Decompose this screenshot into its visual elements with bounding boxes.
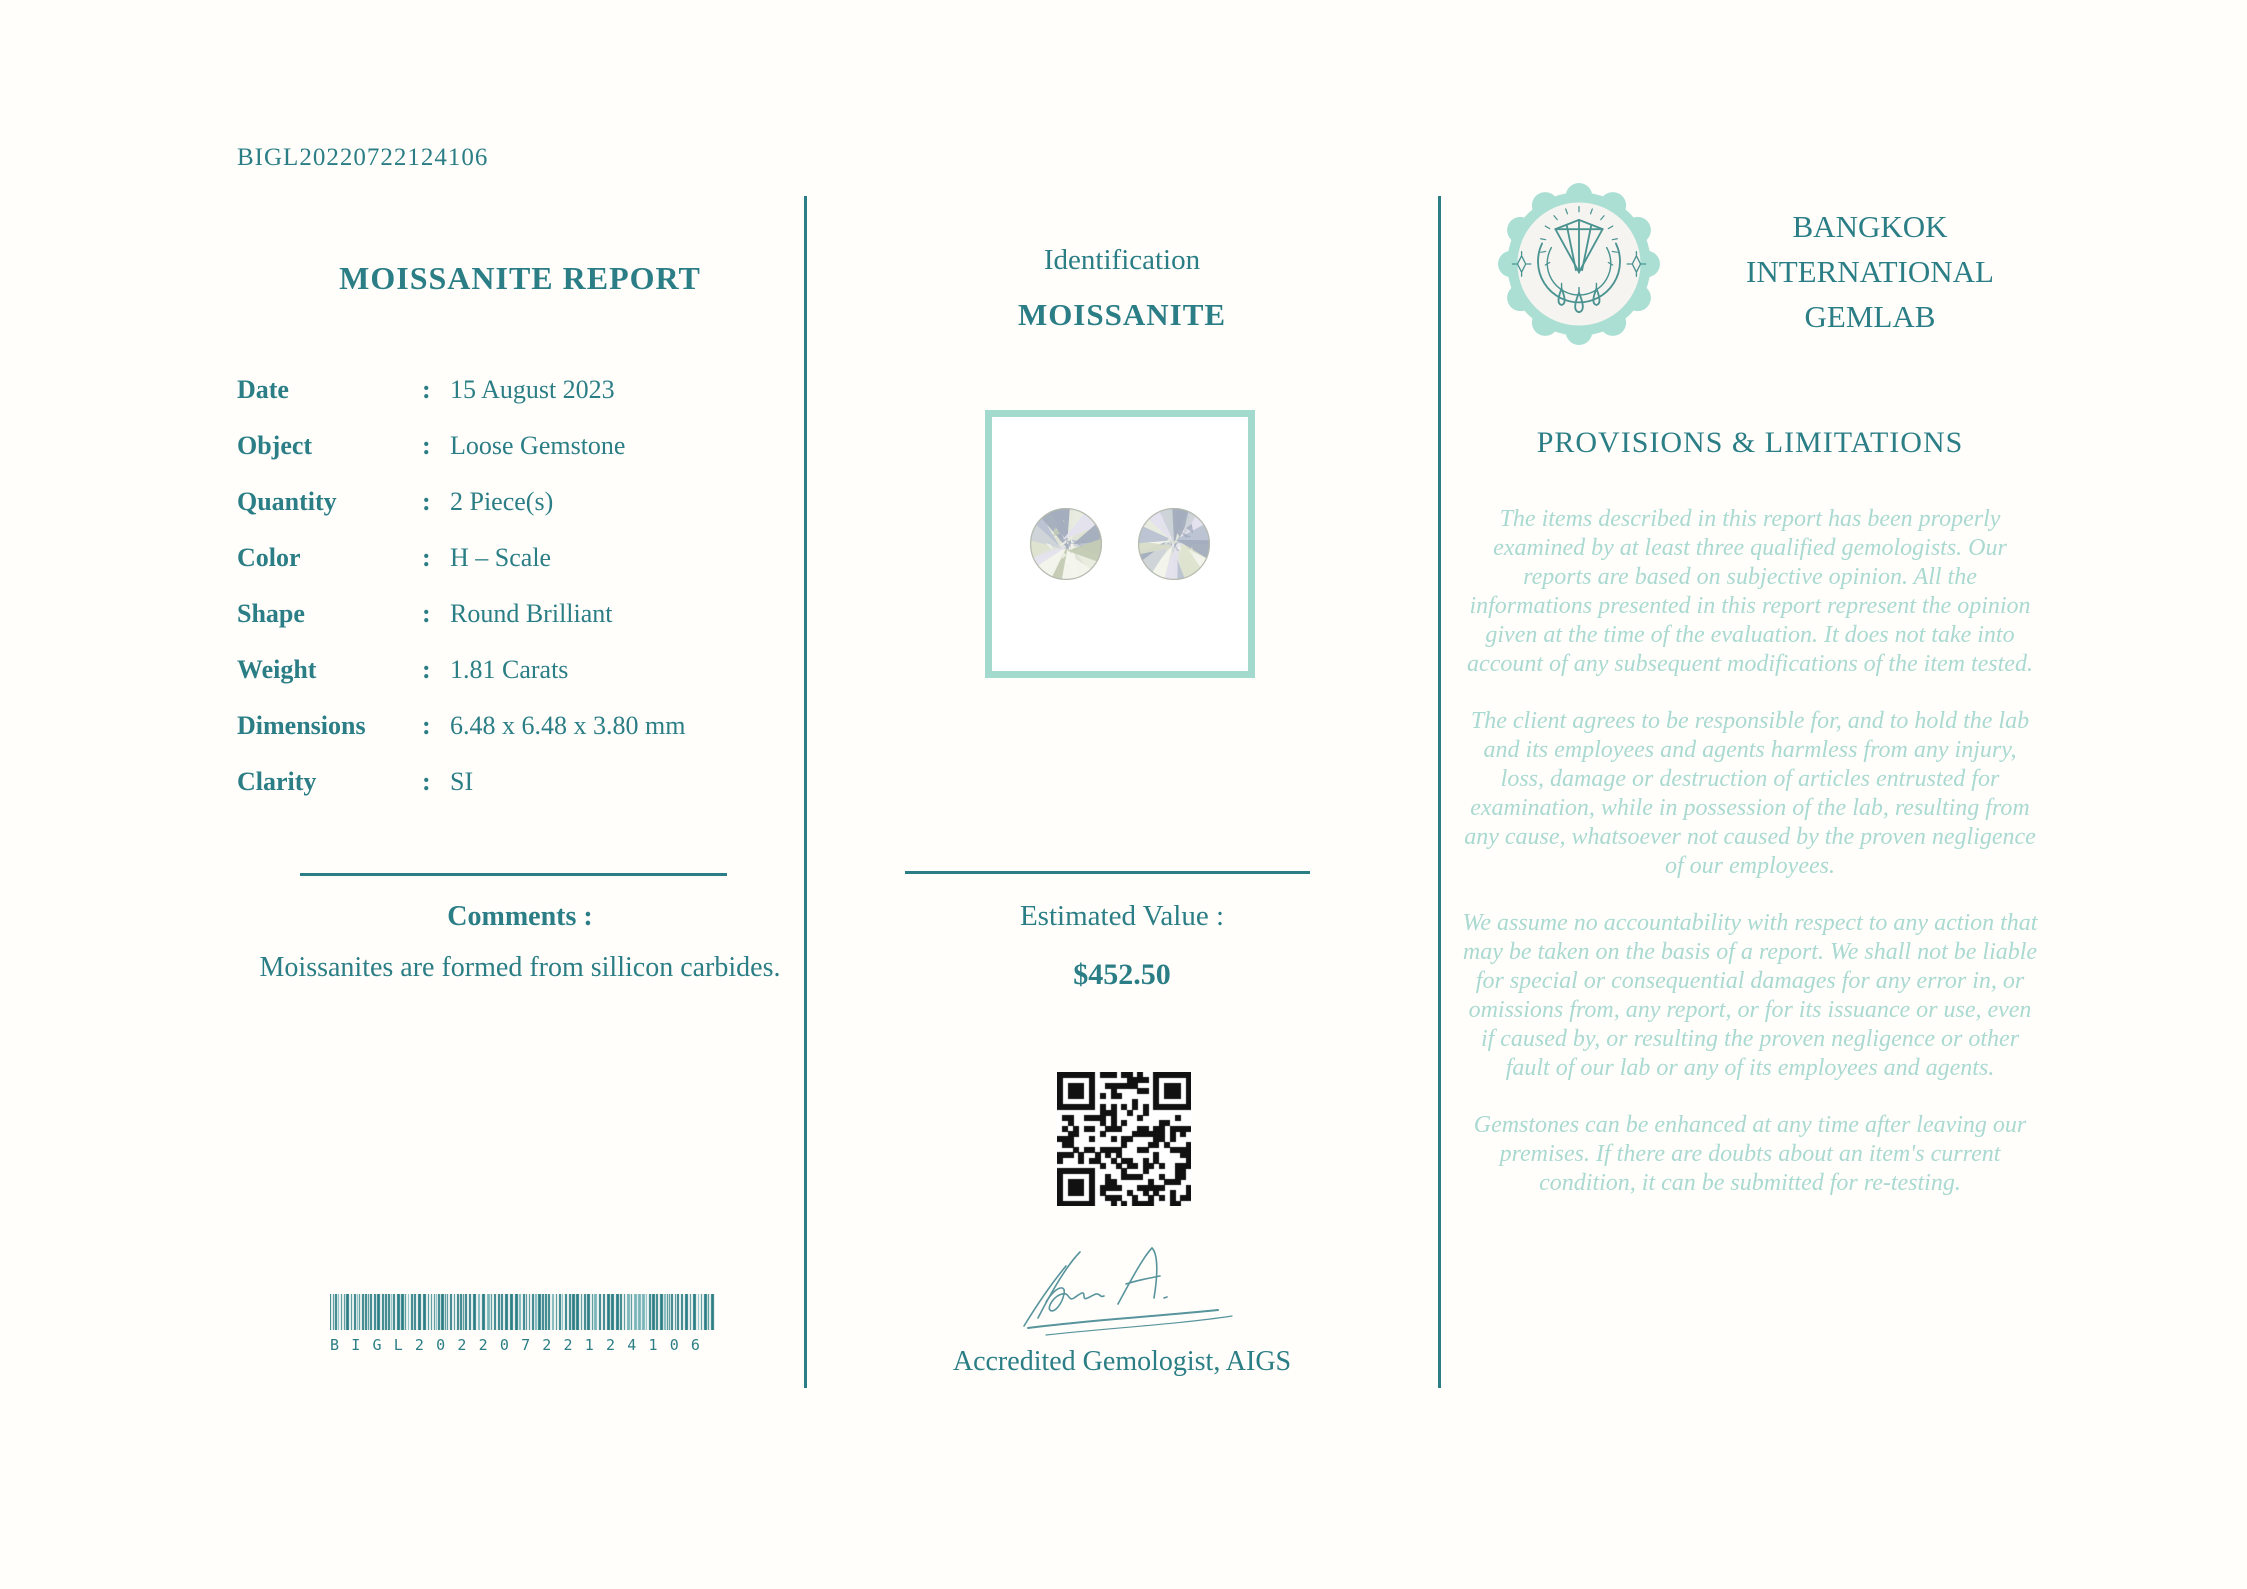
field-label: Color	[237, 543, 301, 572]
value-divider-line	[905, 871, 1310, 874]
field-row-date	[237, 362, 800, 418]
signature-icon	[1000, 1240, 1290, 1342]
field-row-shape	[237, 586, 800, 642]
lab-name-line-2: INTERNATIONAL	[1746, 254, 1994, 289]
field-label: Weight	[237, 655, 317, 684]
gemstone-photo-left	[1028, 506, 1104, 582]
field-value: Round Brilliant	[450, 599, 613, 628]
estimated-value-amount: $452.50	[1073, 958, 1171, 991]
report-title: MOISSANITE REPORT	[339, 260, 701, 296]
field-colon: :	[422, 711, 431, 740]
field-label: Dimensions	[237, 711, 366, 740]
barcode-text: BIGL20220722124106	[330, 1336, 713, 1354]
barcode-bars-icon	[330, 1294, 718, 1330]
lab-name-line-1: BANGKOK	[1792, 209, 1948, 244]
field-colon: :	[422, 487, 431, 516]
panel-divider-left	[804, 196, 807, 1388]
provisions-paragraph-4: Gemstones can be enhanced at any time after leaving our premises. If there are doubts about an item's current condition, it can be submitted for re-testing.	[1473, 1112, 2027, 1196]
field-label: Shape	[237, 599, 305, 628]
field-value: 1.81 Carats	[450, 655, 569, 684]
field-value: SI	[450, 767, 474, 796]
field-row-clarity	[237, 754, 800, 810]
identification-value: MOISSANITE	[1017, 297, 1227, 332]
field-row-weight	[237, 642, 800, 698]
identification-label: Identification	[1043, 244, 1201, 276]
field-colon: :	[422, 375, 431, 404]
comments-text: Moissanites are formed from sillicon carbides.	[259, 952, 781, 983]
field-label: Clarity	[237, 767, 317, 796]
field-colon: :	[422, 767, 431, 796]
field-colon: :	[422, 431, 431, 460]
report-fields	[237, 362, 800, 810]
signer-title: Accredited Gemologist, AIGS	[952, 1346, 1292, 1377]
field-value: 6.48 x 6.48 x 3.80 mm	[450, 711, 686, 740]
qr-code-icon	[1057, 1072, 1191, 1206]
report-number: BIGL20220722124106	[237, 144, 489, 171]
field-colon: :	[422, 599, 431, 628]
field-row-color	[237, 530, 800, 586]
field-row-quantity	[237, 474, 800, 530]
provisions-paragraphs	[1460, 505, 2040, 1226]
field-label: Date	[237, 375, 289, 404]
provisions-paragraph-3: We assume no accountability with respect to any action that may be taken on the basis of a report. We shall not be liable for special or consequential damages for any error in, or omissions from, any report, or for its issuance or use, even if caused by, or resulting the proven negligence or other fault of our lab or any of its employees and agents.	[1462, 910, 2038, 1081]
barcode	[330, 1294, 718, 1354]
field-row-dimensions	[237, 698, 800, 754]
field-row-object	[237, 418, 800, 474]
gem-photo-frame	[985, 410, 1255, 678]
comments-divider-line	[300, 873, 727, 876]
field-value: Loose Gemstone	[450, 431, 626, 460]
provisions-paragraph-1: The items described in this report has been properly examined by at least three qualified gemologists. Our reports are based on subjective opinion. All the informations presented in this report represent the opinion given at the time of the evaluation. It does not take into account of any subsequent modifications of the item tested.	[1467, 506, 2033, 677]
estimated-value-label: Estimated Value :	[1019, 900, 1225, 932]
field-value: H – Scale	[450, 543, 552, 572]
provisions-paragraph-2: The client agrees to be responsible for, and to hold the lab and its employees and agents harmless from any injury, loss, damage or destruction of articles entrusted for examination, while in possession of the lab, resulting from any cause, whatsoever not caused by the proven negligence of our employees.	[1464, 708, 2036, 879]
field-value: 15 August 2023	[450, 375, 615, 404]
field-value: 2 Piece(s)	[450, 487, 554, 516]
gemstone-photo-right	[1136, 506, 1212, 582]
lab-name-line-3: GEMLAB	[1804, 299, 1936, 334]
field-label: Object	[237, 431, 313, 460]
field-colon: :	[422, 655, 431, 684]
field-label: Quantity	[237, 487, 337, 516]
lab-name	[1668, 204, 2072, 339]
provisions-heading: PROVISIONS & LIMITATIONS	[1536, 426, 1964, 459]
panel-divider-right	[1438, 196, 1441, 1388]
comments-heading: Comments :	[447, 901, 593, 932]
field-colon: :	[422, 543, 431, 572]
lab-seal-logo-icon	[1497, 182, 1661, 346]
